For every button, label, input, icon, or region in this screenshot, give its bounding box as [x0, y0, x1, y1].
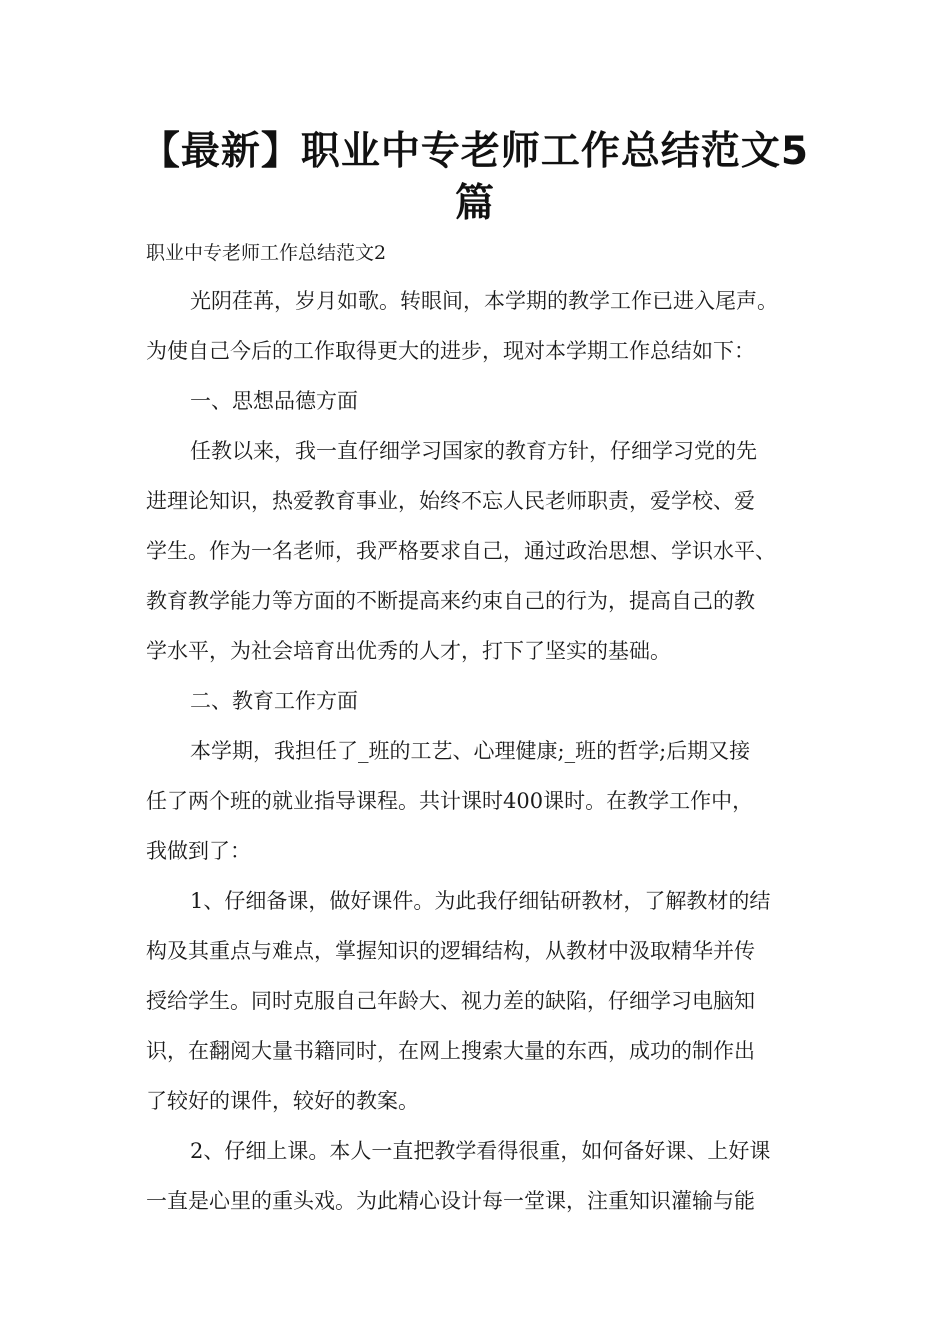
paragraph-line: 一直是心里的重头戏。为此精心设计每一堂课，注重知识灌输与能 [146, 1189, 755, 1213]
document-title [100, 126, 850, 230]
paragraph-line: 任教以来，我一直仔细学习国家的教育方针，仔细学习党的先 [190, 439, 757, 463]
paragraph-line: 光阴荏苒，岁月如歌。转眼间，本学期的教学工作已进入尾声。 [190, 289, 778, 313]
paragraph-line: 授给学生。同时克服自己年龄大、视力差的缺陷，仔细学习电脑知 [146, 989, 755, 1013]
section-heading: 一、思想品德方面 [190, 389, 358, 413]
document-subtitle: 职业中专老师工作总结范文2 [146, 242, 387, 264]
paragraph-line: 1、仔细备课，做好课件。为此我仔细钻研教材，了解教材的结 [190, 889, 771, 913]
paragraph-line: 学水平，为社会培育出优秀的人才，打下了坚实的基础。 [146, 639, 671, 663]
paragraph-line: 我做到了： [146, 839, 251, 863]
paragraph-line: 了较好的课件，较好的教案。 [146, 1089, 419, 1113]
paragraph-line: 为使自己今后的工作取得更大的进步，现对本学期工作总结如下： [146, 339, 755, 363]
paragraph-line: 学生。作为一名老师，我严格要求自己，通过政治思想、学识水平、 [146, 539, 776, 563]
title-line-2: 篇 [454, 181, 495, 226]
paragraph-line: 本学期，我担任了_班的工艺、心理健康;_班的哲学;后期又接 [190, 739, 751, 763]
paragraph-line: 构及其重点与难点，掌握知识的逻辑结构，从教材中汲取精华并传 [146, 939, 755, 963]
title-line-1: 【最新】职业中专老师工作总结范文5 [140, 129, 810, 174]
section-heading: 二、教育工作方面 [190, 689, 358, 713]
paragraph-line: 教育教学能力等方面的不断提高来约束自己的行为，提高自己的教 [146, 589, 755, 613]
paragraph-line: 识，在翻阅大量书籍同时，在网上搜索大量的东西，成功的制作出 [146, 1039, 755, 1063]
paragraph-line: 进理论知识，热爱教育事业，始终不忘人民老师职责，爱学校、爱 [146, 489, 755, 513]
paragraph-line: 2、仔细上课。本人一直把教学看得很重，如何备好课、上好课 [190, 1139, 771, 1163]
paragraph-line: 任了两个班的就业指导课程。共计课时400课时。在教学工作中， [146, 789, 754, 813]
